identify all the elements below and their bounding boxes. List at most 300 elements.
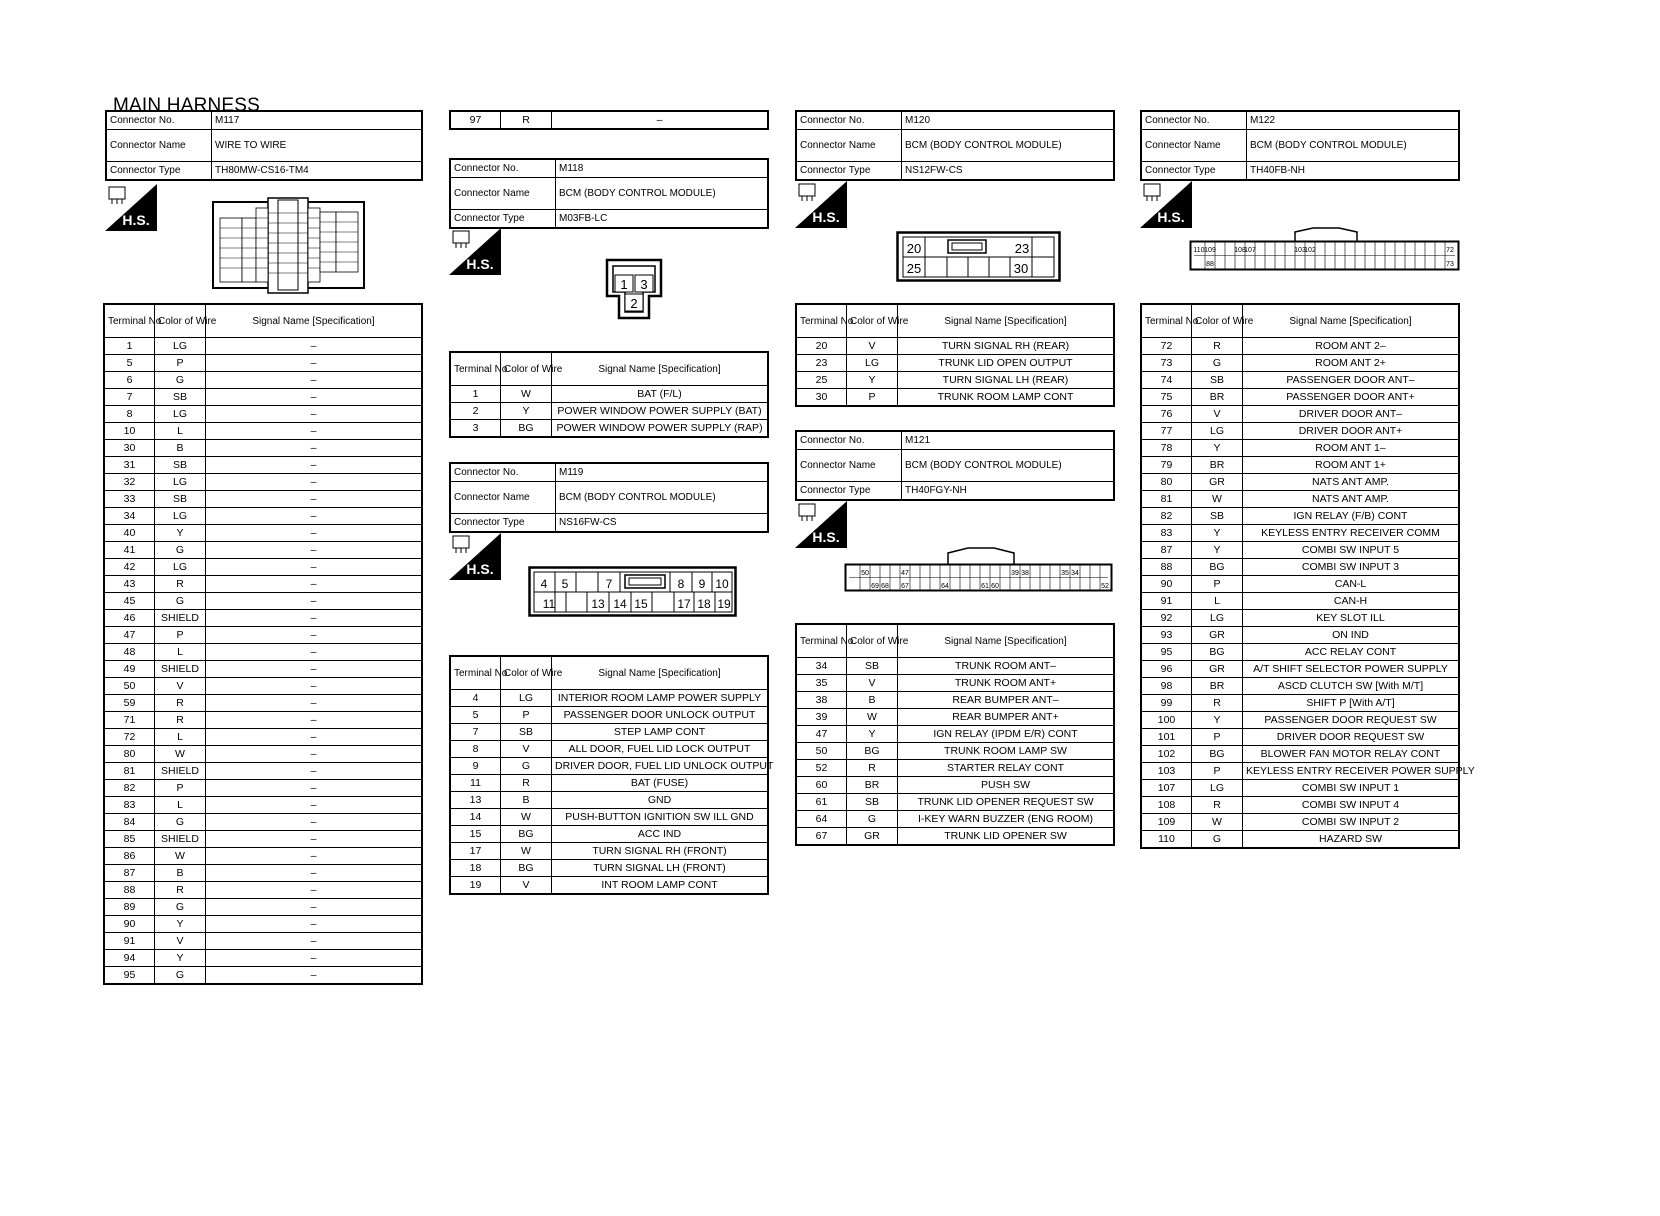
hs-badge-label: H.S. (466, 561, 494, 577)
table-row (796, 794, 1114, 811)
terminal-no: 77 (1141, 423, 1192, 440)
table-row (1141, 559, 1459, 576)
connector-no-value: M121 (902, 431, 1115, 450)
signal-name: – (206, 712, 423, 729)
signal-name: – (206, 899, 423, 916)
signal-name: I-KEY WARN BUZZER (ENG ROOM) (898, 811, 1115, 828)
table-row (104, 950, 422, 967)
signal-name: – (206, 831, 423, 848)
signal-name: GND (552, 792, 769, 809)
terminal-no: 100 (1141, 712, 1192, 729)
table-row (1141, 491, 1459, 508)
terminal-no: 59 (104, 695, 155, 712)
terminal-no: 5 (104, 355, 155, 372)
table-row (1141, 423, 1459, 440)
signal-name: – (206, 423, 423, 440)
terminal-table-m117-continued (449, 110, 769, 130)
table-row (1141, 576, 1459, 593)
connector-type-value: NS12FW-CS (902, 162, 1115, 181)
table-row (796, 389, 1114, 407)
terminal-no: 107 (1141, 780, 1192, 797)
table-row (1141, 389, 1459, 406)
terminal-no: 64 (796, 811, 847, 828)
connector-type-value: TH40FB-NH (1247, 162, 1460, 181)
connector-name-value: BCM (BODY CONTROL MODULE) (902, 450, 1115, 482)
color-of-wire-header: Color of Wire (847, 304, 898, 338)
pin-label: 23 (1014, 241, 1030, 256)
connector-name-label: Connector Name (796, 130, 902, 162)
terminal-no: 82 (104, 780, 155, 797)
terminal-no: 6 (104, 372, 155, 389)
signal-name: – (206, 338, 423, 355)
hs-badge-icon (449, 533, 501, 580)
terminal-no: 110 (1141, 831, 1192, 849)
connector-face-m119 (528, 566, 738, 618)
table-row (104, 729, 422, 746)
table-row (104, 831, 422, 848)
signal-name: – (206, 882, 423, 899)
signal-name: TURN SIGNAL LH (FRONT) (552, 860, 769, 877)
table-row (796, 726, 1114, 743)
connector-name-label: Connector Name (450, 178, 556, 210)
terminal-no: 73 (1141, 355, 1192, 372)
signal-name-header: Signal Name [Specification] (1243, 304, 1460, 338)
terminal-no: 23 (796, 355, 847, 372)
signal-name: ACC RELAY CONT (1243, 644, 1460, 661)
pin-label: 72 (1446, 247, 1454, 254)
table-row (450, 843, 768, 860)
table-row (1141, 355, 1459, 372)
connector-name-value: BCM (BODY CONTROL MODULE) (556, 482, 769, 514)
table-row (796, 658, 1114, 675)
pin-label: 18 (697, 597, 711, 611)
wire-color: L (155, 423, 206, 440)
table-row (796, 338, 1114, 355)
wire-color: Y (155, 525, 206, 542)
terminal-no: 32 (104, 474, 155, 491)
connector-face-m120 (896, 231, 1062, 283)
table-row (1141, 542, 1459, 559)
terminal-no: 83 (1141, 525, 1192, 542)
terminal-no: 99 (1141, 695, 1192, 712)
table-row (104, 525, 422, 542)
table-row (104, 423, 422, 440)
terminal-no: 49 (104, 661, 155, 678)
hs-badge-label: H.S. (466, 256, 494, 272)
terminal-no-header: Terminal No. (450, 656, 501, 690)
wire-color: BG (501, 860, 552, 877)
signal-name: TRUNK ROOM ANT+ (898, 675, 1115, 692)
table-row (104, 967, 422, 985)
wire-color: Y (1192, 525, 1243, 542)
signal-name: TURN SIGNAL RH (REAR) (898, 338, 1115, 355)
terminal-no: 60 (796, 777, 847, 794)
wire-color: G (155, 899, 206, 916)
signal-name: POWER WINDOW POWER SUPPLY (BAT) (552, 403, 769, 420)
wire-color: B (501, 792, 552, 809)
terminal-no: 102 (1141, 746, 1192, 763)
pin-label: 9 (698, 577, 706, 591)
wire-color: L (155, 729, 206, 746)
page-title: MAIN HARNESS (113, 95, 261, 116)
table-row (104, 746, 422, 763)
connector-info-m117 (105, 110, 423, 181)
wire-color: SB (155, 491, 206, 508)
signal-name: TURN SIGNAL LH (REAR) (898, 372, 1115, 389)
pin-label: 15 (634, 597, 648, 611)
table-row (796, 675, 1114, 692)
wire-color: BG (501, 420, 552, 438)
signal-name: ROOM ANT 1– (1243, 440, 1460, 457)
terminal-no: 103 (1141, 763, 1192, 780)
terminal-no: 7 (104, 389, 155, 406)
table-row (1141, 338, 1459, 355)
connector-info-m120 (795, 110, 1115, 181)
wire-color: SB (501, 724, 552, 741)
terminal-no: 85 (104, 831, 155, 848)
wire-color: SB (155, 389, 206, 406)
signal-name: – (206, 678, 423, 695)
terminal-no: 89 (104, 899, 155, 916)
pin-label: 39 (1011, 570, 1019, 577)
table-row (104, 508, 422, 525)
terminal-no: 95 (1141, 644, 1192, 661)
signal-name: INT ROOM LAMP CONT (552, 877, 769, 895)
pin-label: 34 (1071, 570, 1079, 577)
terminal-no: 38 (796, 692, 847, 709)
wire-color: P (847, 389, 898, 407)
wire-color: LG (155, 508, 206, 525)
connector-face-m121 (844, 547, 1114, 593)
wire-color: W (1192, 491, 1243, 508)
wire-color: Y (1192, 542, 1243, 559)
terminal-no: 42 (104, 559, 155, 576)
terminal-no: 108 (1141, 797, 1192, 814)
wire-color: G (155, 593, 206, 610)
pin-label: 30 (1013, 261, 1029, 276)
pin-label: 14 (613, 597, 627, 611)
wire-color: W (1192, 814, 1243, 831)
terminal-no-header: Terminal No. (1141, 304, 1192, 338)
connector-type-value: TH80MW-CS16-TM4 (212, 162, 423, 181)
terminal-no-header: Terminal No. (104, 304, 155, 338)
table-row (104, 389, 422, 406)
terminal-no: 41 (104, 542, 155, 559)
terminal-no: 31 (104, 457, 155, 474)
table-row (104, 491, 422, 508)
terminal-no: 3 (450, 420, 501, 438)
pin-label: 5 (561, 577, 569, 591)
terminal-table-m119 (449, 655, 774, 895)
pin-label: 17 (677, 597, 691, 611)
pin-label: 13 (591, 597, 605, 611)
wire-color: SB (1192, 508, 1243, 525)
signal-name: ASCD CLUTCH SW [With M/T] (1243, 678, 1460, 695)
wire-color: LG (155, 338, 206, 355)
wire-color: R (155, 576, 206, 593)
table-row (450, 111, 768, 129)
signal-name: TRUNK ROOM LAMP CONT (898, 389, 1115, 407)
table-row (450, 877, 768, 895)
terminal-no: 20 (796, 338, 847, 355)
signal-name: – (206, 627, 423, 644)
terminal-no: 83 (104, 797, 155, 814)
signal-name: DRIVER DOOR, FUEL LID UNLOCK OUTPUT (552, 758, 769, 775)
terminal-no: 13 (450, 792, 501, 809)
terminal-no: 35 (796, 675, 847, 692)
pin-label: 25 (906, 261, 922, 276)
connector-type-label: Connector Type (450, 210, 556, 229)
table-row (1141, 610, 1459, 627)
terminal-no: 97 (450, 111, 501, 129)
wire-color: P (155, 355, 206, 372)
pin-label: 52 (1101, 583, 1109, 590)
signal-name: – (206, 950, 423, 967)
terminal-no-header: Terminal No. (796, 304, 847, 338)
terminal-no: 47 (796, 726, 847, 743)
wire-color: GR (1192, 627, 1243, 644)
table-row (796, 709, 1114, 726)
connector-info-m118 (449, 158, 769, 229)
pin-label: 67 (901, 583, 909, 590)
terminal-no: 61 (796, 794, 847, 811)
hs-badge-icon (449, 228, 501, 275)
table-row (450, 741, 768, 758)
pin-label: 47 (901, 570, 909, 577)
terminal-no: 15 (450, 826, 501, 843)
terminal-no: 46 (104, 610, 155, 627)
table-row (1141, 593, 1459, 610)
table-row (104, 576, 422, 593)
terminal-no: 101 (1141, 729, 1192, 746)
signal-name: – (206, 440, 423, 457)
signal-name: – (206, 729, 423, 746)
wire-color: W (155, 848, 206, 865)
wire-color: V (155, 933, 206, 950)
terminal-no: 50 (104, 678, 155, 695)
terminal-no: 72 (1141, 338, 1192, 355)
connector-no-value: M120 (902, 111, 1115, 130)
signal-name: BAT (F/L) (552, 386, 769, 403)
table-row (104, 542, 422, 559)
table-row (450, 420, 768, 438)
wire-color: LG (155, 559, 206, 576)
wire-color: V (847, 338, 898, 355)
pin-label: 61 (981, 583, 989, 590)
pin-label: 88 (1206, 261, 1214, 268)
terminal-no: 11 (450, 775, 501, 792)
pin-label: 1 (620, 277, 628, 292)
terminal-no: 1 (450, 386, 501, 403)
terminal-no: 30 (104, 440, 155, 457)
connector-name-label: Connector Name (450, 482, 556, 514)
table-row (104, 355, 422, 372)
signal-name: – (206, 916, 423, 933)
signal-name: – (552, 111, 769, 129)
signal-name: DRIVER DOOR REQUEST SW (1243, 729, 1460, 746)
connector-name-label: Connector Name (106, 130, 212, 162)
table-row (104, 678, 422, 695)
signal-name: – (206, 746, 423, 763)
wire-color: G (155, 814, 206, 831)
table-row (104, 916, 422, 933)
table-row (104, 559, 422, 576)
wire-color: V (847, 675, 898, 692)
wire-color: BG (847, 743, 898, 760)
terminal-no: 84 (104, 814, 155, 831)
table-row (104, 899, 422, 916)
wire-color: Y (847, 372, 898, 389)
signal-name: TRUNK LID OPENER REQUEST SW (898, 794, 1115, 811)
table-row (104, 372, 422, 389)
table-row (104, 814, 422, 831)
terminal-no: 76 (1141, 406, 1192, 423)
signal-name-header: Signal Name [Specification] (898, 624, 1115, 658)
signal-name: STEP LAMP CONT (552, 724, 769, 741)
terminal-no: 67 (796, 828, 847, 846)
connector-type-value: TH40FGY-NH (902, 482, 1115, 501)
table-row (104, 593, 422, 610)
signal-name: TRUNK ROOM LAMP SW (898, 743, 1115, 760)
wire-color: L (1192, 593, 1243, 610)
pin-label: 109 (1204, 247, 1216, 254)
signal-name: REAR BUMPER ANT+ (898, 709, 1115, 726)
table-row (796, 811, 1114, 828)
terminal-no: 1 (104, 338, 155, 355)
terminal-no: 45 (104, 593, 155, 610)
wire-color: G (155, 542, 206, 559)
signal-name: PASSENGER DOOR ANT– (1243, 372, 1460, 389)
table-row (104, 338, 422, 355)
wire-color: B (155, 865, 206, 882)
wire-color: SHIELD (155, 763, 206, 780)
terminal-no: 5 (450, 707, 501, 724)
signal-name: PASSENGER DOOR UNLOCK OUTPUT (552, 707, 769, 724)
signal-name: – (206, 814, 423, 831)
connector-no-label: Connector No. (106, 111, 212, 130)
terminal-no: 80 (1141, 474, 1192, 491)
terminal-no: 39 (796, 709, 847, 726)
signal-name: POWER WINDOW POWER SUPPLY (RAP) (552, 420, 769, 438)
signal-name: – (206, 848, 423, 865)
table-row (1141, 797, 1459, 814)
wire-color: P (155, 780, 206, 797)
signal-name-header: Signal Name [Specification] (552, 656, 769, 690)
wire-color: R (847, 760, 898, 777)
signal-name: HAZARD SW (1243, 831, 1460, 849)
table-row (104, 627, 422, 644)
table-row (450, 707, 768, 724)
terminal-no: 94 (104, 950, 155, 967)
table-row (1141, 831, 1459, 849)
signal-name: – (206, 372, 423, 389)
wire-color: LG (155, 474, 206, 491)
wire-color: R (1192, 797, 1243, 814)
terminal-no: 50 (796, 743, 847, 760)
signal-name: IGN RELAY (IPDM E/R) CONT (898, 726, 1115, 743)
connector-info-m121 (795, 430, 1115, 501)
signal-name: SHIFT P [With A/T] (1243, 695, 1460, 712)
signal-name: PASSENGER DOOR REQUEST SW (1243, 712, 1460, 729)
signal-name: DRIVER DOOR ANT+ (1243, 423, 1460, 440)
wire-color: Y (155, 950, 206, 967)
pin-label: 35 (1061, 570, 1069, 577)
wire-color: V (1192, 406, 1243, 423)
terminal-no: 87 (104, 865, 155, 882)
pin-label: 69 (871, 583, 879, 590)
table-row (1141, 763, 1459, 780)
wire-color: W (501, 809, 552, 826)
terminal-no: 40 (104, 525, 155, 542)
terminal-table-m117 (103, 303, 423, 985)
hs-badge-icon (795, 181, 847, 228)
pin-label: 7 (605, 577, 613, 591)
terminal-no-header: Terminal No. (450, 352, 501, 386)
connector-info-m122 (1140, 110, 1460, 181)
terminal-no: 88 (104, 882, 155, 899)
signal-name: – (206, 780, 423, 797)
table-row (1141, 814, 1459, 831)
terminal-no: 4 (450, 690, 501, 707)
terminal-no: 81 (1141, 491, 1192, 508)
table-row (1141, 678, 1459, 695)
table-row (1141, 627, 1459, 644)
terminal-no: 18 (450, 860, 501, 877)
terminal-no: 34 (796, 658, 847, 675)
connector-info-m119 (449, 462, 769, 533)
connector-name-value: WIRE TO WIRE (212, 130, 423, 162)
wire-color: L (155, 644, 206, 661)
signal-name: PASSENGER DOOR ANT+ (1243, 389, 1460, 406)
wire-color: G (155, 967, 206, 985)
signal-name: – (206, 797, 423, 814)
table-row (104, 474, 422, 491)
table-row (796, 372, 1114, 389)
signal-name: – (206, 542, 423, 559)
pin-label: 8 (677, 577, 685, 591)
signal-name: TRUNK ROOM ANT– (898, 658, 1115, 675)
signal-name: – (206, 644, 423, 661)
signal-name: INTERIOR ROOM LAMP POWER SUPPLY (552, 690, 769, 707)
pin-label: 110 (1193, 247, 1205, 254)
signal-name: COMBI SW INPUT 3 (1243, 559, 1460, 576)
signal-name: ROOM ANT 2+ (1243, 355, 1460, 372)
wire-color: G (847, 811, 898, 828)
hs-badge-label: H.S. (1157, 209, 1185, 225)
wire-color: BG (501, 826, 552, 843)
table-row (104, 712, 422, 729)
wire-color: BG (1192, 746, 1243, 763)
signal-name: – (206, 610, 423, 627)
table-row (1141, 474, 1459, 491)
signal-name: DRIVER DOOR ANT– (1243, 406, 1460, 423)
signal-name: IGN RELAY (F/B) CONT (1243, 508, 1460, 525)
connector-type-label: Connector Type (796, 162, 902, 181)
signal-name: – (206, 763, 423, 780)
table-row (450, 386, 768, 403)
wire-color: Y (847, 726, 898, 743)
signal-name: ACC IND (552, 826, 769, 843)
hs-badge-icon (105, 184, 157, 231)
wire-color: W (501, 843, 552, 860)
table-row (104, 440, 422, 457)
signal-name: – (206, 406, 423, 423)
wire-color: LG (1192, 610, 1243, 627)
wire-color: SHIELD (155, 831, 206, 848)
pin-label: 107 (1244, 247, 1256, 254)
connector-no-value: M118 (556, 159, 769, 178)
terminal-no: 33 (104, 491, 155, 508)
